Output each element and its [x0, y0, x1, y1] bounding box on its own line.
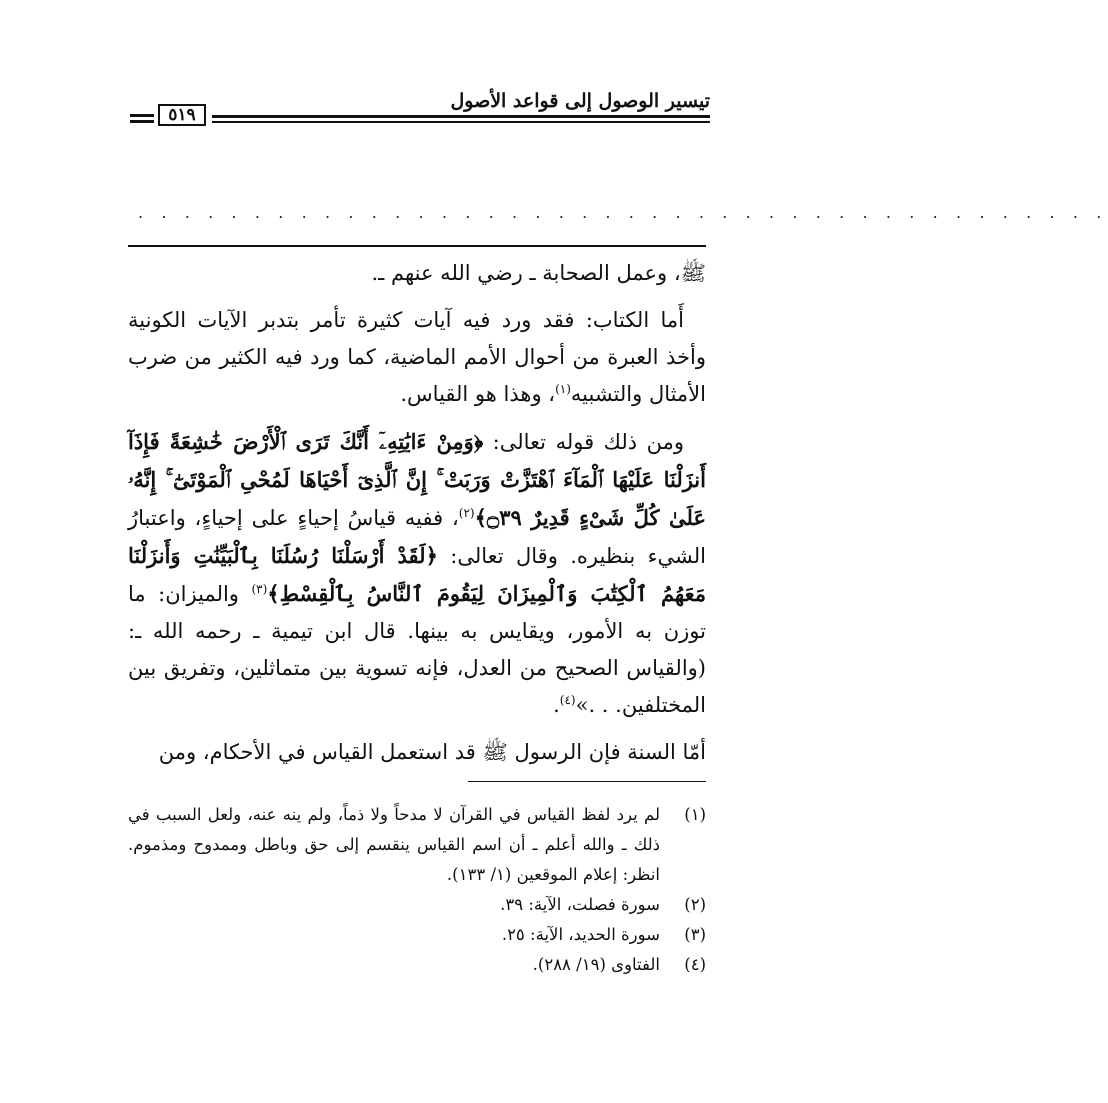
- footnote-ref[interactable]: (١): [555, 382, 571, 396]
- footnote-number: (٤): [684, 955, 706, 974]
- footnote-text: لم يرد لفظ القياس في القرآن لا مدحاً ولا ذماً، ولم ينه عنه، ولعل السبب في ذلك ـ والله أعلم ـ أن اسم القياس ينقسم إلى حق وباطل وممدوح ومذموم. انظر: إعلام الموقعين (١/ ١٣٣).: [128, 805, 660, 884]
- page-number: ٥١٩: [158, 104, 206, 126]
- footnote-ref[interactable]: (٣): [251, 582, 268, 596]
- footnote-text: الفتاوى (١٩/ ٢٨٨).: [532, 955, 660, 974]
- footnote: [128, 890, 706, 920]
- footnote: [128, 800, 706, 890]
- paragraph: ومن ذلك قوله تعالى: ﴿وَمِنْ ءَايَٰتِهِۦٓ أَنَّكَ تَرَى ٱلْأَرْضَ خَٰشِعَةً فَإِذَآ أَنزَلْنَا عَلَيْهَا ٱلْمَآءَ ٱهْتَزَّتْ وَرَبَتْ ۚ إِنَّ ٱلَّذِىٓ أَحْيَاهَا لَمُحْىِ ٱلْمَوْتَىٰٓ ۚ إِنَّهُۥ عَلَىٰ كُلِّ شَىْءٍ قَدِيرٌ ۝٣٩﴾$^{(٢)}$، ففيه قياسُ إحياءٍ على إحياءٍ، واعتبارُ الشيء بنظيره. وقال تعالى: ﴿لَقَدْ أَرْسَلْنَا رُسُلَنَا بِٱلْبَيِّنَٰتِ وَأَنزَلْنَا مَعَهُمُ ٱلْكِتَٰبَ وَٱلْمِيزَانَ لِيَقُومَ ٱلنَّاسُ بِٱلْقِسْطِ﴾$^{(٣)}$ والميزان: ما توزن به الأمور، ويقايس به بينها. قال ابن تيمية ـ رحمه الله ـ: (والقياس الصحيح من العدل، فإنه تسوية بين متماثلين، وتفريق بين المختلفين. . .»$^{(٤)}$.: [128, 429, 706, 717]
- footnote-text: سورة الحديد، الآية: ٢٥.: [501, 925, 660, 944]
- footnote-ref[interactable]: (٤): [559, 693, 576, 707]
- footnote-ref[interactable]: (٢): [458, 506, 475, 520]
- footnote-number: (٢): [684, 895, 706, 914]
- dotted-separator: . . . . . . . . . . . . . . . . . . . . . . . . . . . . . . . . . . . . . . . . . .: [138, 203, 1108, 222]
- quran-verse: ﴿لَقَدْ أَرْسَلْنَا رُسُلَنَا بِٱلْبَيِّنَٰتِ وَأَنزَلْنَا مَعَهُمُ ٱلْكِتَٰبَ وَٱلْمِيزَانَ لِيَقُومَ ٱلنَّاسُ بِٱلْقِسْطِ﴾: [128, 543, 706, 606]
- header-rule: [212, 121, 710, 123]
- paragraph: أَما الكتاب: فقد ورد فيه آيات كثيرة تأمر بتدبر الآيات الكونية وأخذ العبرة من أحوال الأمم الماضية، كما ورد فيه الكثير من ضرب الأمثال والتشبيه$^{(١)}$، وهذا هو القياس.: [128, 308, 706, 406]
- footnotes: [128, 800, 706, 980]
- header-rule: [212, 115, 710, 118]
- footnote-text: سورة فصلت، الآية: ٣٩.: [500, 895, 660, 914]
- section-rule: [128, 245, 706, 247]
- footnote-number: (٣): [684, 925, 706, 944]
- book-title: تيسير الوصول إلى قواعد الأصول: [450, 90, 710, 112]
- header-rule-stub: [130, 114, 154, 117]
- footnote: [128, 950, 706, 980]
- running-header: [130, 88, 710, 128]
- footnote-rule: [468, 781, 706, 782]
- paragraph: أمّا السنة فإن الرسول ﷺ قد استعمل القياس في الأحكام، ومن: [158, 740, 706, 764]
- quran-verse: ﴿وَمِنْ ءَايَٰتِهِۦٓ أَنَّكَ تَرَى ٱلْأَرْضَ خَٰشِعَةً فَإِذَآ أَنزَلْنَا عَلَيْهَا ٱلْمَآءَ ٱهْتَزَّتْ وَرَبَتْ ۚ إِنَّ ٱلَّذِىٓ أَحْيَاهَا لَمُحْىِ ٱلْمَوْتَىٰٓ ۚ إِنَّهُۥ عَلَىٰ كُلِّ شَىْءٍ قَدِيرٌ ۝٣٩﴾: [128, 429, 706, 530]
- paragraph: ﷺ، وعمل الصحابة ـ رضي الله عنهم ـ.: [371, 261, 706, 285]
- main-text: [128, 255, 706, 771]
- footnote: [128, 920, 706, 950]
- footnote-number: (١): [684, 805, 706, 824]
- header-rule-stub: [130, 120, 154, 123]
